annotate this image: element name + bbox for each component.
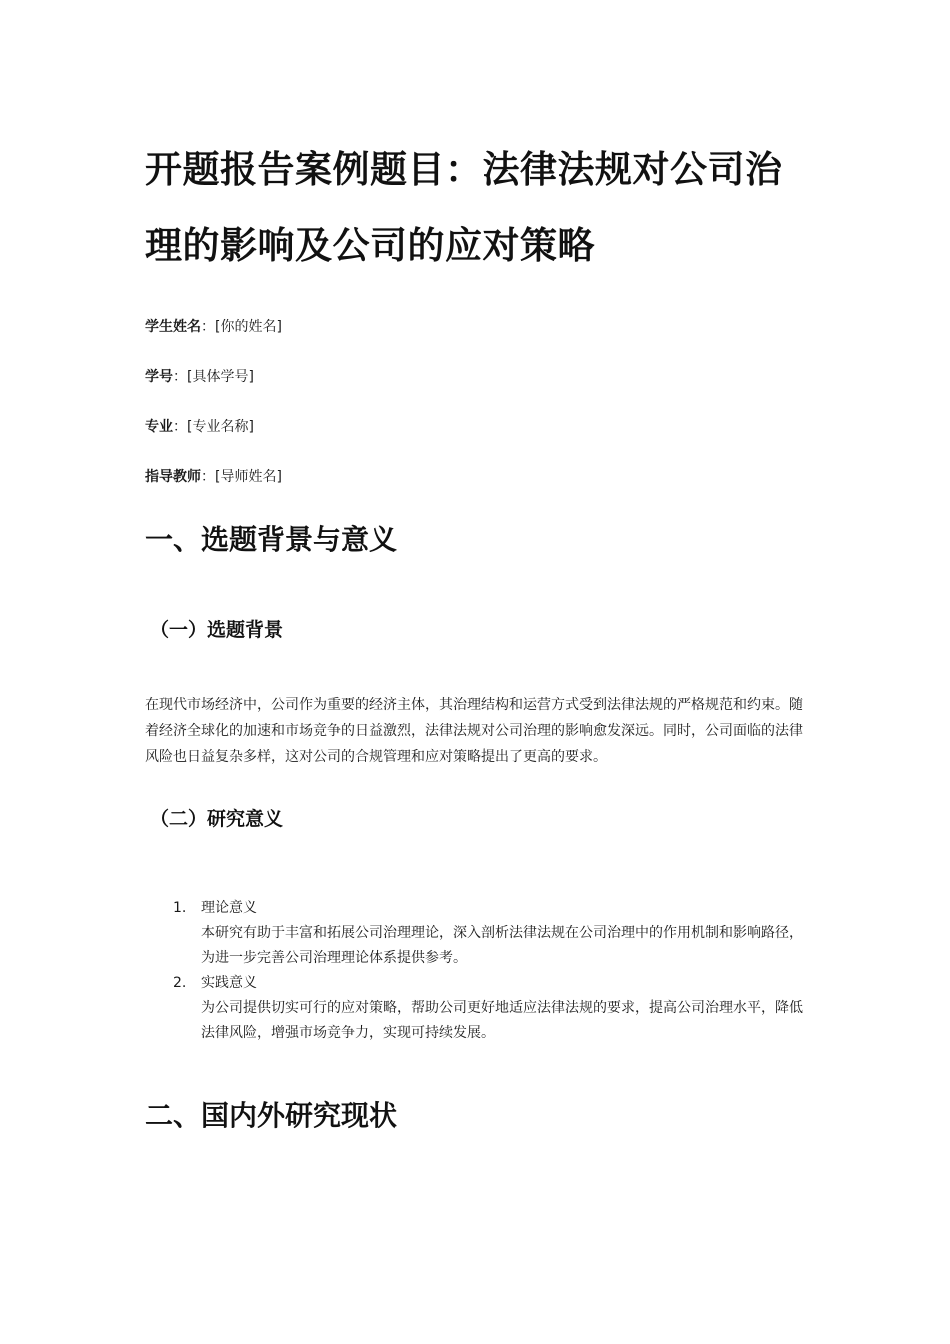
- meta-value: [专业名称]: [187, 419, 254, 435]
- meta-major: [145, 417, 254, 437]
- document-page: [145, 0, 810, 1344]
- meta-label: 指导教师: [145, 469, 201, 485]
- subsection-heading-background: （一）选题背景: [150, 619, 284, 641]
- list-number: 2.: [173, 975, 187, 991]
- meta-label: 学号: [145, 369, 173, 385]
- section-heading-background: 一、选题背景与意义: [145, 523, 398, 556]
- meta-label: 专业: [145, 419, 173, 435]
- meta-student-id: [145, 367, 254, 387]
- meta-student-name: [145, 317, 282, 337]
- list-item: [173, 971, 810, 1046]
- meta-advisor: [145, 467, 282, 487]
- meta-value: [具体学号]: [187, 369, 254, 385]
- meta-value: [你的姓名]: [215, 319, 282, 335]
- meta-separator: ：: [201, 469, 215, 485]
- significance-list: [173, 896, 810, 1046]
- document-title: 开题报告案例题目：法律法规对公司治理的影响及公司的应对策略: [145, 148, 783, 267]
- meta-value: [导师姓名]: [215, 469, 282, 485]
- list-item-title: 理论意义: [201, 900, 257, 916]
- list-item-body: 为公司提供切实可行的应对策略，帮助公司更好地适应法律法规的要求，提高公司治理水平，降低法律风险，增强市场竞争力，实现可持续发展。: [201, 1000, 803, 1041]
- section-heading-research-status: 二、国内外研究现状: [145, 1099, 398, 1132]
- meta-separator: ：: [173, 369, 187, 385]
- list-item-body: 本研究有助于丰富和拓展公司治理理论，深入剖析法律法规在公司治理中的作用机制和影响路径，为进一步完善公司治理理论体系提供参考。: [201, 925, 803, 966]
- meta-separator: ：: [201, 319, 215, 335]
- background-paragraph: 在现代市场经济中，公司作为重要的经济主体，其治理结构和运营方式受到法律法规的严格规范和约束。随着经济全球化的加速和市场竞争的日益激烈，法律法规对公司治理的影响愈发深远。同时，公司面临的法律风险也日益复杂多样，这对公司的合规管理和应对策略提出了更高的要求。: [145, 697, 803, 765]
- subsection-heading-significance: （二）研究意义: [150, 808, 284, 830]
- list-item: [173, 896, 810, 971]
- meta-label: 学生姓名: [145, 319, 201, 335]
- list-number: 1.: [173, 900, 187, 916]
- meta-separator: ：: [173, 419, 187, 435]
- list-item-title: 实践意义: [201, 975, 257, 991]
